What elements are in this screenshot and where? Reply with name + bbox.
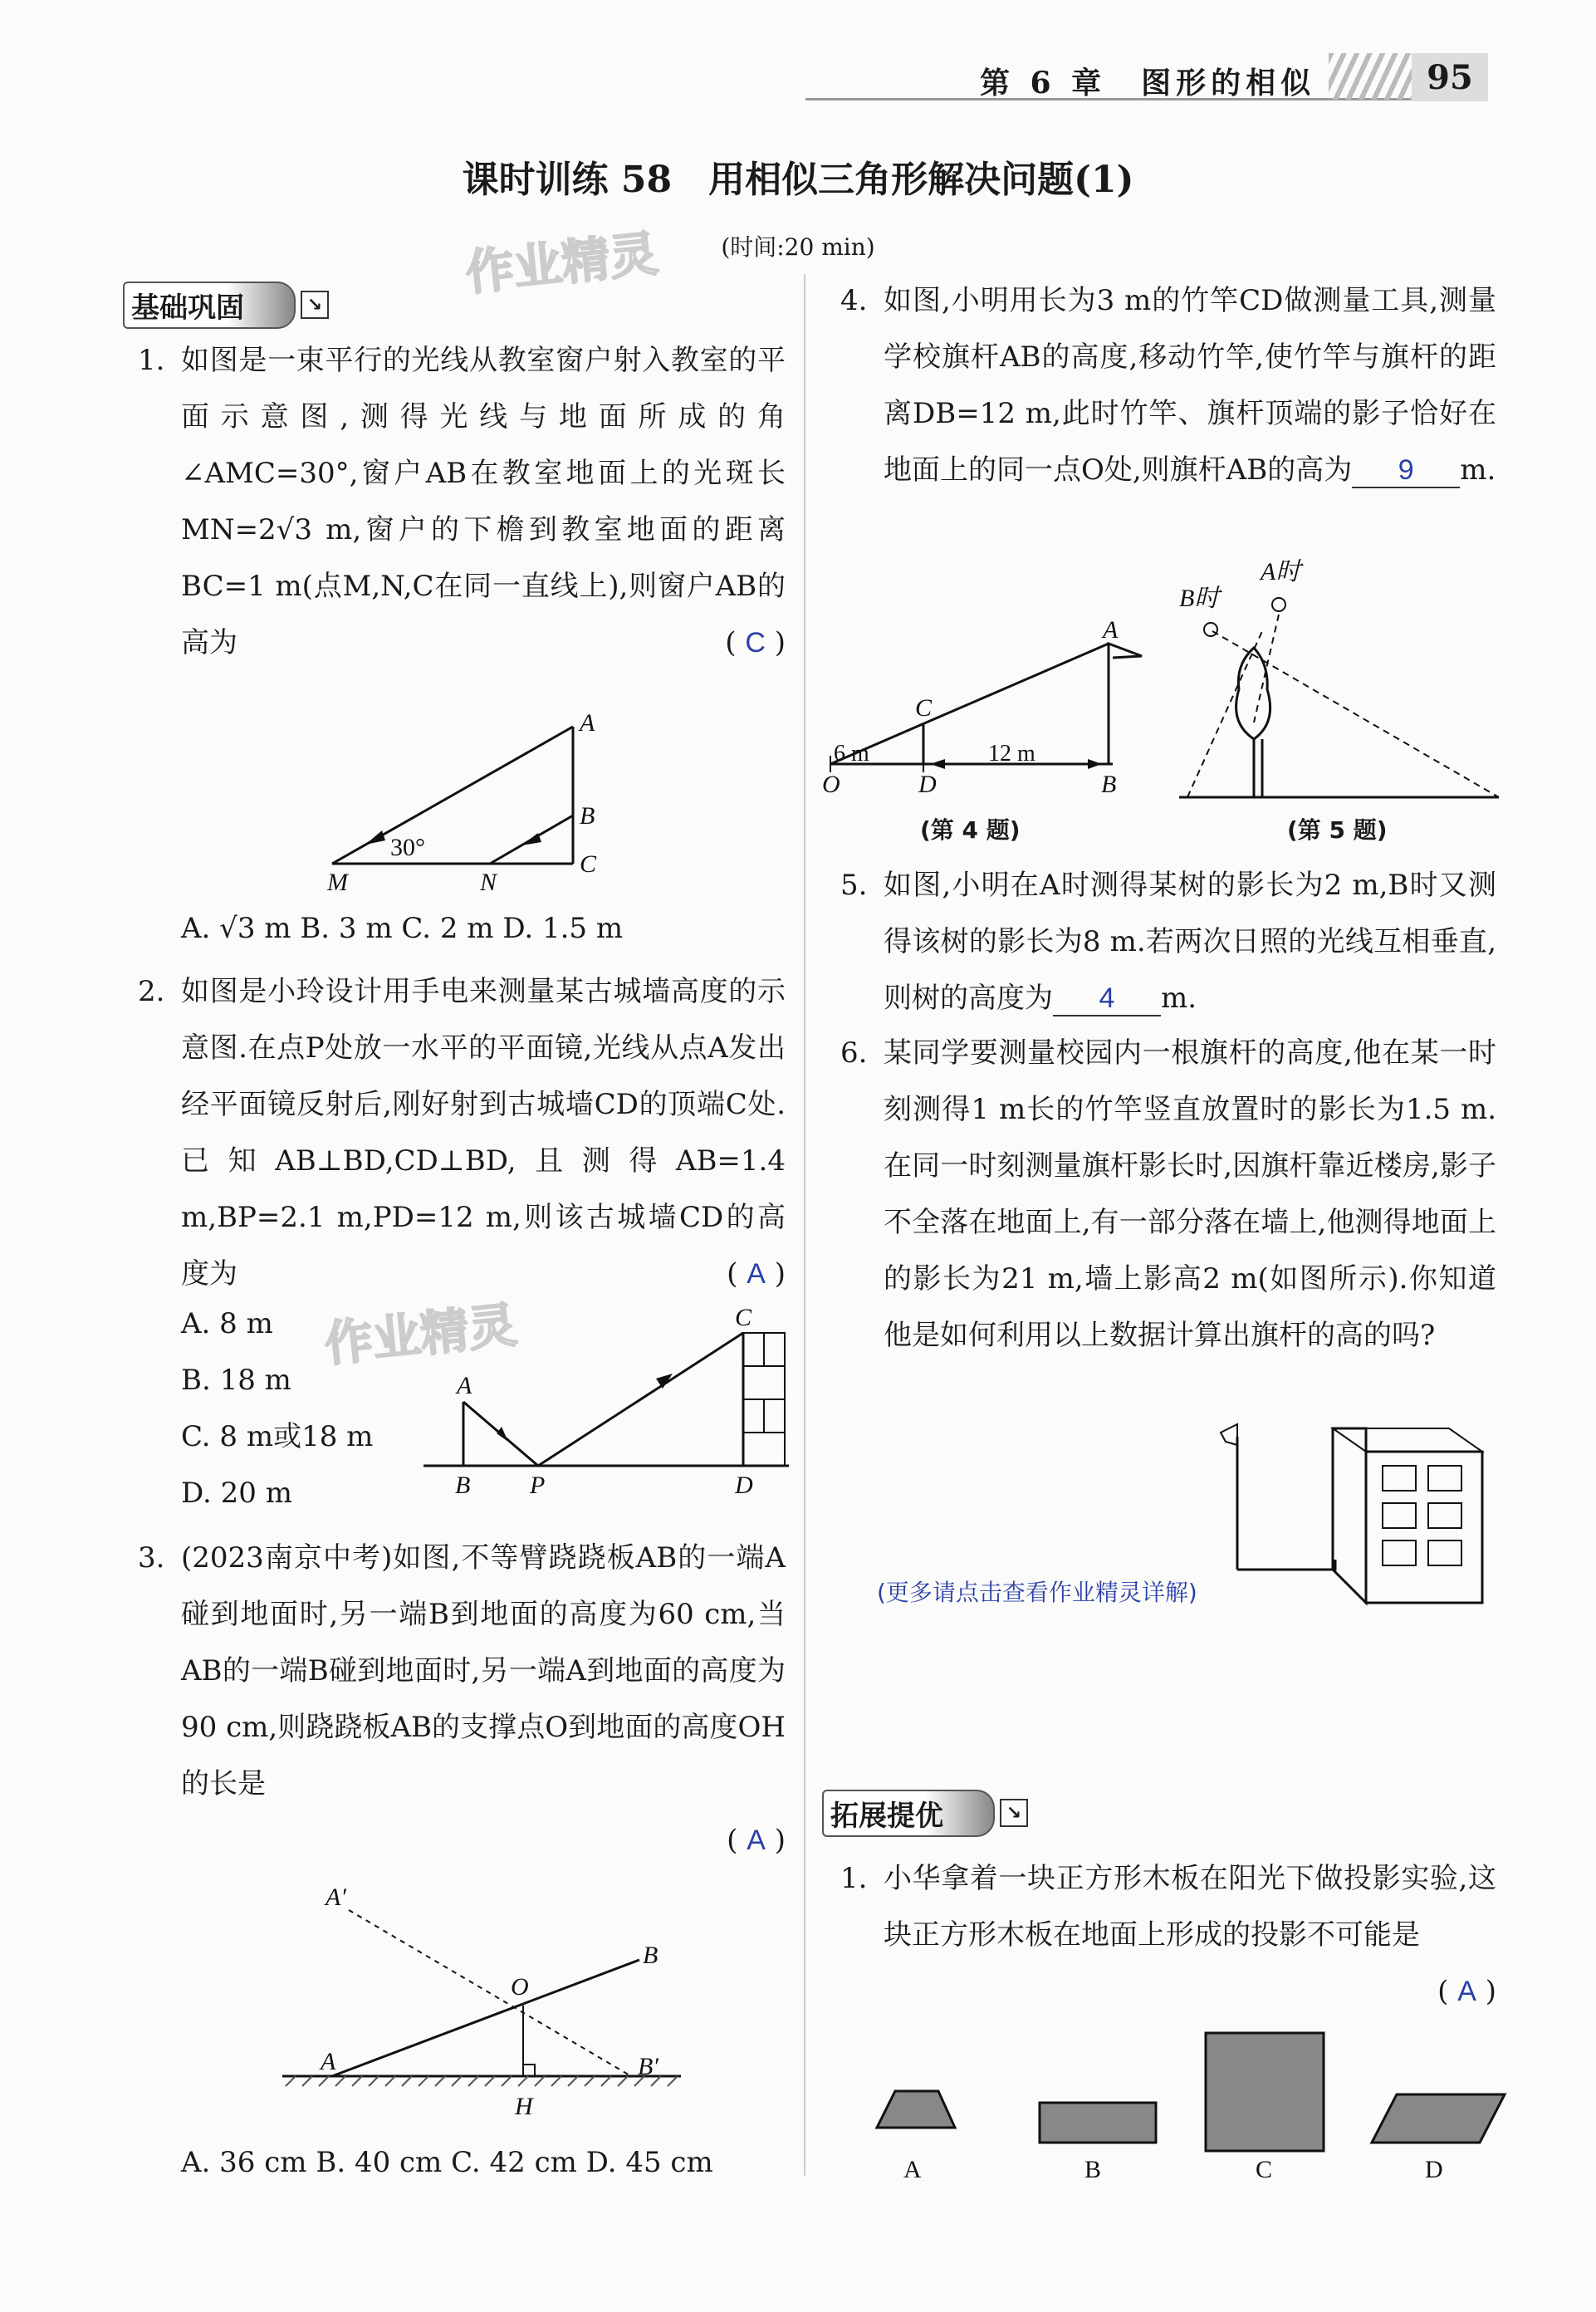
extension-question-1 bbox=[840, 1850, 1496, 2008]
unit: m. bbox=[1460, 453, 1496, 487]
label-B: B bbox=[643, 1942, 658, 1969]
q2-options bbox=[181, 1296, 373, 1521]
label-angle: 30° bbox=[390, 834, 425, 861]
label-a-time: A时 bbox=[1261, 558, 1301, 585]
answer: C bbox=[745, 627, 766, 659]
label-D: D bbox=[735, 1472, 753, 1499]
unit: m. bbox=[1161, 982, 1197, 1015]
question-text: 某同学要测量校园内一根旗杆的高度,他在某一时刻测得1 m长的竹竿竖直放置时的影长为1.5 m.在同一时刻测量旗杆影长时,因旗杆靠近楼房,影子不全落在地面上,有一部分落在墙上,他测得地面上的影长为21 m,墙上影高2 m(如图所示).你知道他是如何利用以上数据计算出旗杆的高的吗? bbox=[884, 1036, 1496, 1352]
answer: A bbox=[747, 1825, 766, 1856]
label-B: B bbox=[455, 1472, 471, 1499]
label-b-time: B时 bbox=[1179, 585, 1220, 612]
question-number: 1. bbox=[840, 1862, 868, 1895]
label-D: D bbox=[918, 771, 937, 798]
question-number: 4. bbox=[840, 284, 868, 317]
figure-q4 bbox=[814, 615, 1163, 814]
label-A: A bbox=[580, 709, 595, 737]
question-text: (2023南京中考)如图,不等臂跷跷板AB的一端A碰到地面时,另一端B到地面的高度为60 cm,当AB的一端B碰到地面时,另一端A到地面的高度为90 cm,则跷跷板AB的支撑点O到地面的高度OH的长是 bbox=[181, 1541, 786, 1800]
arrow-icon: ↘ bbox=[1000, 1799, 1028, 1827]
section-label: 基础巩固 bbox=[123, 282, 296, 329]
question-1 bbox=[138, 332, 786, 671]
option-a-label: A bbox=[903, 2156, 922, 2183]
label-C: C bbox=[580, 850, 597, 878]
label-H: H bbox=[515, 2093, 533, 2120]
label-A: A bbox=[457, 1372, 472, 1399]
label-B-prime: B′ bbox=[638, 2053, 658, 2080]
label-B: B bbox=[580, 802, 595, 830]
question-text: 如图,小明在A时测得某树的影长为2 m,B时又测得该树的影长为8 m.若两次日照的光线互相垂直,则树的高度为 bbox=[884, 869, 1496, 1015]
label-C: C bbox=[915, 694, 933, 722]
answer: 4 bbox=[1053, 982, 1161, 1016]
label-A-prime: A′ bbox=[326, 1883, 346, 1911]
option-a: A. 8 m bbox=[181, 1307, 273, 1340]
figure-q5 bbox=[1171, 556, 1503, 806]
figure-q6 bbox=[1196, 1412, 1503, 1611]
section-label: 拓展提优 bbox=[822, 1790, 995, 1837]
label-B: B bbox=[1101, 771, 1117, 798]
page-number: 95 bbox=[1412, 53, 1488, 101]
figure-e1 bbox=[847, 2018, 1511, 2184]
label-C: C bbox=[735, 1304, 752, 1331]
label-P: P bbox=[530, 1472, 546, 1499]
question-text: 如图,小明用长为3 m的竹竿CD做测量工具,测量学校旗杆AB的高度,移动竹竿,使竹竿与旗杆的距离DB=12 m,此时竹竿、旗杆顶端的影子恰好在地面上的同一点O处,则旗杆AB的高为 bbox=[884, 284, 1496, 487]
label-A: A bbox=[1103, 616, 1119, 644]
column-divider bbox=[804, 274, 805, 2176]
question-text: 如图是小玲设计用手电来测量某古城墙高度的示意图.在点P处放一水平的平面镜,光线从点A发出经平面镜反射后,刚好射到古城墙CD的顶端C处.已知AB⊥BD,CD⊥BD,且测得AB=1.4 m,BP=2.1 m,PD=12 m,则该古城墙CD的高度为 bbox=[181, 975, 786, 1291]
answer: 9 bbox=[1352, 453, 1460, 488]
page-title: 课时训练 58 用相似三角形解决问题(1) bbox=[462, 159, 1134, 201]
answer-bracket: ( A ) bbox=[727, 1824, 786, 1857]
watermark: 作业精灵 bbox=[321, 1296, 520, 1373]
question-2 bbox=[138, 963, 786, 1302]
figure-q2 bbox=[415, 1296, 797, 1503]
question-6 bbox=[840, 1025, 1496, 1364]
label-M: M bbox=[327, 869, 348, 896]
option-d-label: D bbox=[1425, 2156, 1443, 2183]
question-text: 如图是一束平行的光线从教室窗户射入教室的平面示意图,测得光线与地面所成的角∠AMC=30°,窗户AB在教室地面上的光斑长MN=2√3 m,窗户的下檐到教室地面的距离BC=1 m(点M,N,C在同一直线上),则窗户AB的高为 bbox=[181, 344, 786, 659]
label-6m: 6 m bbox=[834, 741, 869, 767]
label-A: A bbox=[321, 2048, 336, 2075]
q3-options: A. 36 cm B. 40 cm C. 42 cm D. 45 cm bbox=[181, 2146, 713, 2179]
option-c-label: C bbox=[1256, 2156, 1273, 2183]
chapter-title: 第 6 章 图形的相似 bbox=[980, 66, 1316, 100]
q1-options: A. √3 m B. 3 m C. 2 m D. 1.5 m bbox=[181, 912, 624, 945]
question-number: 5. bbox=[840, 869, 868, 902]
section-extend bbox=[822, 1794, 1028, 1832]
label-N: N bbox=[480, 869, 497, 896]
question-4 bbox=[840, 272, 1496, 498]
header-stripes bbox=[1329, 53, 1412, 100]
answer: A bbox=[747, 1258, 766, 1290]
option-d: D. 20 m bbox=[181, 1477, 292, 1510]
caption-q5: (第 5 题) bbox=[1287, 816, 1388, 844]
answer: A bbox=[1457, 1976, 1476, 2007]
label-O: O bbox=[511, 1973, 529, 2001]
option-b: B. 18 m bbox=[181, 1364, 291, 1397]
watermark: 作业精灵 bbox=[463, 225, 661, 301]
question-number: 6. bbox=[840, 1036, 868, 1070]
section-basic bbox=[123, 286, 329, 324]
option-b-label: B bbox=[1084, 2156, 1102, 2183]
label-12m: 12 m bbox=[988, 741, 1035, 767]
time-limit: (时间:20 min) bbox=[721, 233, 875, 261]
question-number: 1. bbox=[138, 344, 165, 377]
answer-bracket: ( A ) bbox=[1437, 1975, 1496, 2008]
question-3 bbox=[138, 1530, 786, 1857]
question-5 bbox=[840, 857, 1496, 1026]
option-c: C. 8 m或18 m bbox=[181, 1420, 374, 1453]
question-text: 小华拿着一块正方形木板在阳光下做投影实验,这块正方形木板在地面上形成的投影不可能是 bbox=[884, 1862, 1496, 1952]
answer-bracket: ( C ) bbox=[725, 626, 786, 659]
question-number: 2. bbox=[138, 975, 165, 1008]
caption-q4: (第 4 题) bbox=[920, 816, 1021, 844]
label-O: O bbox=[822, 771, 840, 798]
more-details-link[interactable]: (更多请点击查看作业精灵详解) bbox=[877, 1579, 1197, 1606]
figure-q1 bbox=[316, 698, 614, 897]
figure-q3 bbox=[274, 1877, 706, 2143]
question-number: 3. bbox=[138, 1541, 165, 1575]
arrow-icon: ↘ bbox=[301, 291, 329, 319]
answer-bracket: ( A ) bbox=[727, 1257, 786, 1291]
